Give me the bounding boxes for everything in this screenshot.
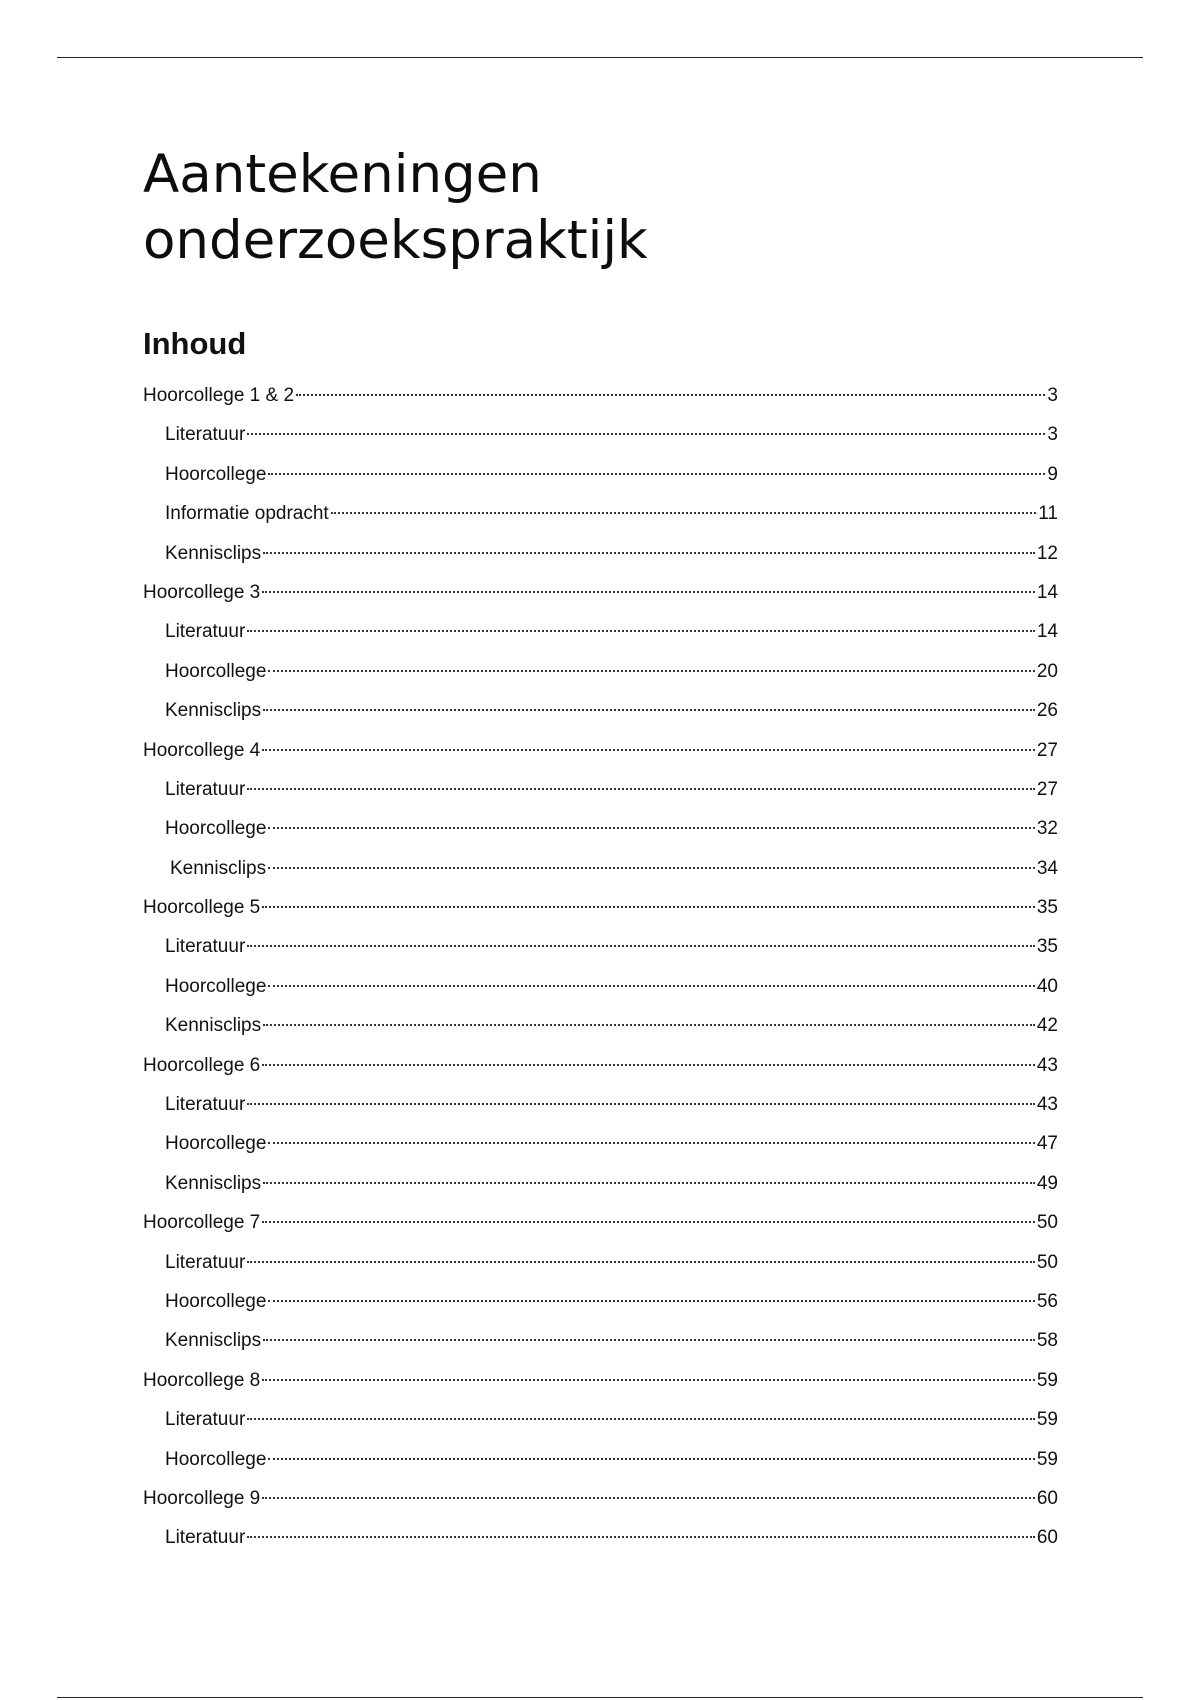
- toc-dot-leader: [268, 1142, 1034, 1144]
- toc-entry-page: 60: [1036, 1527, 1058, 1549]
- toc-dot-leader: [262, 906, 1035, 908]
- document-title-line-2: onderzoekspraktijk: [143, 210, 648, 271]
- toc-entry-page: 32: [1036, 818, 1058, 840]
- toc-entry[interactable]: [143, 1009, 1058, 1048]
- table-of-contents: [143, 379, 1058, 1561]
- toc-entry-label: Hoorcollege: [165, 818, 267, 840]
- toc-dot-leader: [268, 867, 1035, 869]
- toc-entry[interactable]: [143, 1443, 1058, 1482]
- toc-entry-label: Kennisclips: [165, 700, 262, 722]
- toc-entry-page: 35: [1036, 897, 1058, 919]
- toc-dot-leader: [247, 1418, 1035, 1420]
- toc-entry[interactable]: [143, 1127, 1058, 1166]
- toc-entry-label: Kennisclips: [165, 1172, 262, 1194]
- toc-entry-page: 43: [1036, 1054, 1058, 1076]
- toc-entry[interactable]: [143, 1088, 1058, 1127]
- toc-entry[interactable]: [143, 852, 1058, 891]
- toc-entry-label: Literatuur: [165, 1527, 246, 1549]
- toc-entry-label: Kennisclips: [170, 857, 267, 879]
- toc-entry-label: Hoorcollege: [165, 975, 267, 997]
- toc-dot-leader: [263, 1024, 1035, 1026]
- toc-dot-leader: [262, 1064, 1035, 1066]
- toc-entry[interactable]: [143, 615, 1058, 654]
- toc-entry-page: 14: [1036, 621, 1058, 643]
- toc-entry[interactable]: [143, 379, 1058, 418]
- document-title-line-1: Aantekeningen: [143, 144, 542, 205]
- toc-entry-page: 59: [1036, 1409, 1058, 1431]
- toc-entry-label: Hoorcollege 4: [143, 739, 261, 761]
- toc-entry-label: Literatuur: [165, 621, 246, 643]
- toc-dot-leader: [268, 670, 1034, 672]
- toc-entry-page: 34: [1036, 857, 1058, 879]
- toc-entry-page: 3: [1047, 424, 1058, 446]
- toc-entry[interactable]: [143, 1364, 1058, 1403]
- toc-entry-page: 49: [1036, 1172, 1058, 1194]
- toc-entry-label: Informatie opdracht: [165, 503, 329, 525]
- toc-dot-leader: [262, 591, 1035, 593]
- toc-entry-label: Kennisclips: [165, 1330, 262, 1352]
- toc-entry-page: 50: [1036, 1212, 1058, 1234]
- toc-entry-page: 60: [1036, 1487, 1058, 1509]
- toc-entry[interactable]: [143, 1049, 1058, 1088]
- toc-entry-page: 12: [1036, 542, 1058, 564]
- toc-entry-page: 40: [1036, 975, 1058, 997]
- toc-entry[interactable]: [143, 655, 1058, 694]
- toc-dot-leader: [247, 433, 1045, 435]
- toc-entry[interactable]: [143, 930, 1058, 969]
- toc-dot-leader: [262, 1379, 1035, 1381]
- toc-entry-page: 27: [1036, 739, 1058, 761]
- toc-entry-label: Literatuur: [165, 424, 246, 446]
- toc-dot-leader: [262, 1497, 1035, 1499]
- toc-entry-page: 3: [1047, 385, 1058, 406]
- toc-entry-label: Hoorcollege 8: [143, 1369, 261, 1391]
- toc-dot-leader: [296, 394, 1045, 396]
- toc-dot-leader: [263, 1182, 1035, 1184]
- toc-dot-leader: [268, 1458, 1034, 1460]
- toc-entry-page: 58: [1036, 1330, 1058, 1352]
- toc-entry-page: 59: [1036, 1448, 1058, 1470]
- toc-entry-label: Literatuur: [165, 1251, 246, 1273]
- header-rule: [57, 57, 1143, 58]
- document-title: [143, 142, 1043, 274]
- toc-entry-page: 42: [1036, 1015, 1058, 1037]
- toc-entry[interactable]: [143, 1482, 1058, 1521]
- toc-dot-leader: [263, 1339, 1035, 1341]
- toc-entry-page: 9: [1047, 463, 1058, 485]
- toc-entry-page: 56: [1036, 1290, 1058, 1312]
- toc-heading: Inhoud: [143, 326, 247, 361]
- toc-entry[interactable]: [143, 1206, 1058, 1245]
- toc-entry[interactable]: [143, 1167, 1058, 1206]
- toc-entry-label: Hoorcollege 5: [143, 897, 261, 919]
- toc-entry-label: Literatuur: [165, 936, 246, 958]
- toc-entry[interactable]: [143, 576, 1058, 615]
- toc-dot-leader: [247, 788, 1035, 790]
- toc-dot-leader: [262, 749, 1035, 751]
- toc-entry[interactable]: [143, 537, 1058, 576]
- toc-dot-leader: [331, 512, 1037, 514]
- toc-dot-leader: [268, 827, 1034, 829]
- toc-entry-label: Hoorcollege: [165, 463, 267, 485]
- toc-entry[interactable]: [143, 970, 1058, 1009]
- toc-dot-leader: [262, 1221, 1035, 1223]
- toc-entry-page: 43: [1036, 1094, 1058, 1116]
- toc-entry-page: 11: [1038, 503, 1058, 525]
- toc-entry[interactable]: [143, 1324, 1058, 1363]
- toc-entry[interactable]: [143, 734, 1058, 773]
- toc-dot-leader: [247, 945, 1035, 947]
- footer-rule: [57, 1697, 1143, 1698]
- toc-dot-leader: [268, 985, 1034, 987]
- toc-entry-page: 35: [1036, 936, 1058, 958]
- toc-entry-label: Hoorcollege 7: [143, 1212, 261, 1234]
- toc-dot-leader: [247, 1261, 1035, 1263]
- toc-entry[interactable]: [143, 773, 1058, 812]
- toc-entry-label: Hoorcollege: [165, 1290, 267, 1312]
- toc-entry-label: Literatuur: [165, 778, 246, 800]
- toc-entry-label: Hoorcollege: [165, 1448, 267, 1470]
- toc-entry[interactable]: [143, 1285, 1058, 1324]
- toc-entry-page: 14: [1036, 581, 1058, 603]
- toc-dot-leader: [268, 1300, 1034, 1302]
- toc-entry[interactable]: [143, 418, 1058, 457]
- toc-dot-leader: [268, 473, 1045, 475]
- toc-entry[interactable]: [143, 891, 1058, 930]
- toc-entry-page: 26: [1036, 700, 1058, 722]
- toc-entry-page: 50: [1036, 1251, 1058, 1273]
- toc-entry-label: Literatuur: [165, 1094, 246, 1116]
- toc-entry-page: 20: [1036, 660, 1058, 682]
- toc-entry-label: Hoorcollege: [165, 1133, 267, 1155]
- toc-entry[interactable]: [143, 1521, 1058, 1560]
- toc-dot-leader: [247, 1536, 1035, 1538]
- toc-entry[interactable]: [143, 497, 1058, 536]
- toc-entry-label: Hoorcollege: [165, 660, 267, 682]
- toc-entry-label: Hoorcollege 3: [143, 581, 261, 603]
- toc-entry-page: 59: [1036, 1369, 1058, 1391]
- toc-dot-leader: [263, 552, 1035, 554]
- toc-entry[interactable]: [143, 812, 1058, 851]
- toc-entry-label: Kennisclips: [165, 1015, 262, 1037]
- toc-entry-page: 47: [1036, 1133, 1058, 1155]
- toc-dot-leader: [247, 630, 1035, 632]
- toc-entry-label: Hoorcollege 6: [143, 1054, 261, 1076]
- toc-entry-label: Hoorcollege 9: [143, 1487, 261, 1509]
- toc-entry[interactable]: [143, 694, 1058, 733]
- toc-entry-page: 27: [1036, 778, 1058, 800]
- toc-entry[interactable]: [143, 1246, 1058, 1285]
- toc-entry[interactable]: [143, 1403, 1058, 1442]
- toc-entry-label: Kennisclips: [165, 542, 262, 564]
- toc-entry-label: Hoorcollege 1 & 2: [143, 385, 295, 406]
- toc-dot-leader: [263, 709, 1035, 711]
- toc-entry-label: Literatuur: [165, 1409, 246, 1431]
- toc-entry[interactable]: [143, 458, 1058, 497]
- toc-dot-leader: [247, 1103, 1035, 1105]
